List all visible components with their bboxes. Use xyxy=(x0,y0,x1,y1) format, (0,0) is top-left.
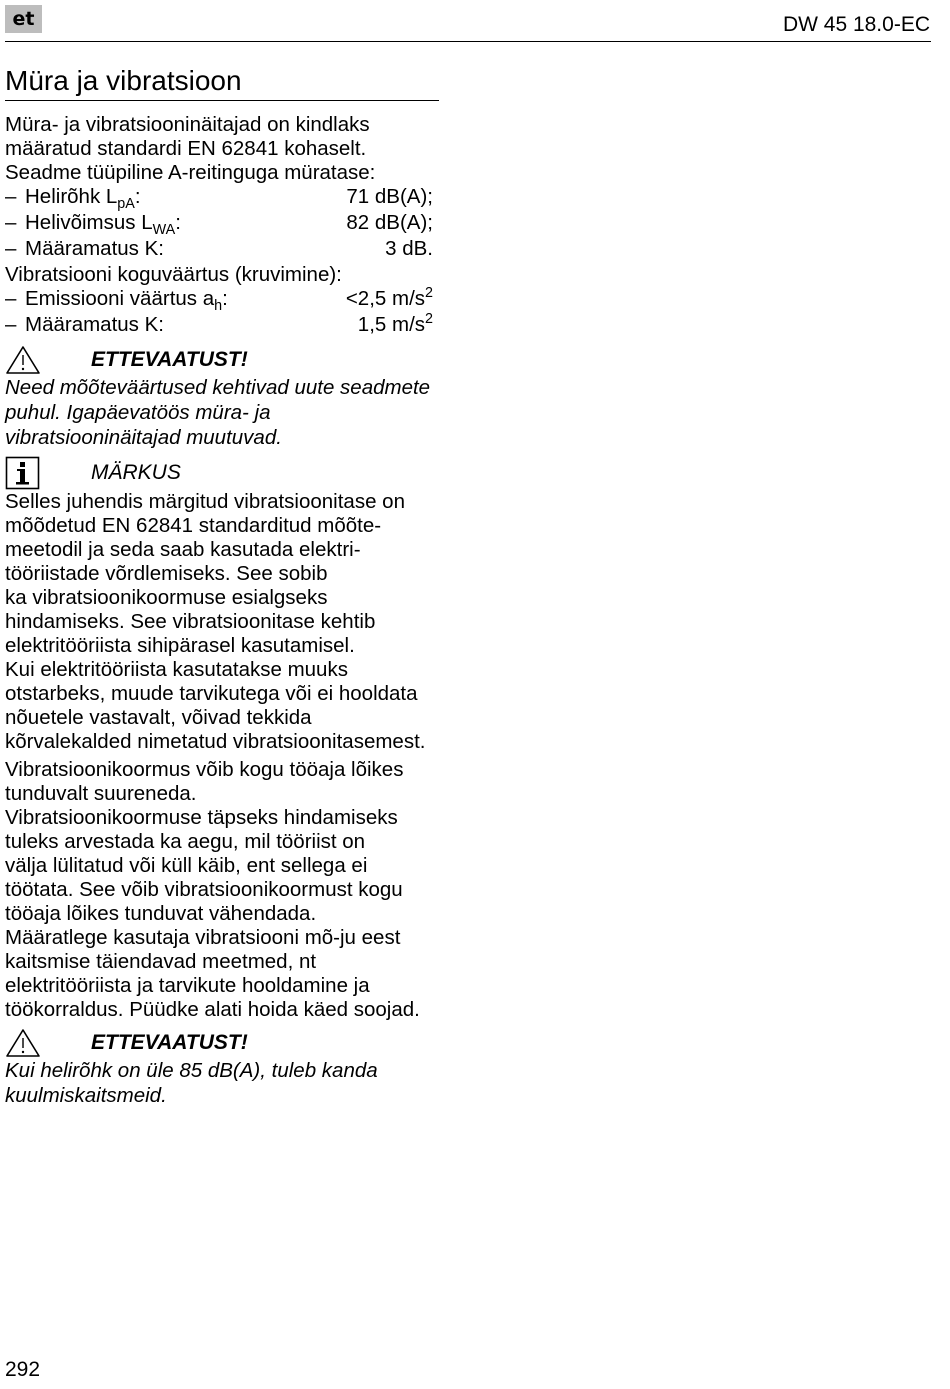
note-line: kõrvalekalded nimetatud vibratsioonitasemest. xyxy=(5,730,426,753)
paragraph-line: elektritööriista ja tarvikute hooldamine ja xyxy=(5,974,370,997)
paragraph-line: tuleks arvestada ka aegu, mil tööriist on xyxy=(5,830,366,853)
caution-text: Need mõõteväärtused kehtivad uute seadmete puhul. Igapäevatöös müra- ja vibratsiooninäitajad muutuvad. xyxy=(5,376,431,449)
note-line: Kui elektritööriista kasutatakse muuks xyxy=(5,658,348,681)
spec-value: 3 dB. xyxy=(385,237,433,260)
spec-row-sound-power xyxy=(5,211,439,237)
paragraph-line: töökorraldus. Püüdke alati hoida käed soojad. xyxy=(5,998,420,1021)
note-line: mõõdetud EN 62841 standarditud mõõte- xyxy=(5,514,382,537)
paragraph-assessment xyxy=(5,806,439,1022)
paragraph-line: Määratlege kasutaja vibratsiooni mõ-ju eest xyxy=(5,926,401,949)
caution-line: kuulmiskaitsmeid. xyxy=(5,1084,167,1107)
spec-label: Helivõimsus $L_{WA}$: xyxy=(25,211,181,239)
paragraph-line: tunduvalt suureneda. xyxy=(5,782,197,805)
list-dash: – xyxy=(5,313,17,336)
spec-label: Emissiooni väärtus $a_h$: xyxy=(25,287,228,315)
paragraph-line: Vibratsioonikoormuse täpseks hindamiseks xyxy=(5,806,398,829)
main-content xyxy=(5,64,439,1108)
spec-row-sound-pressure xyxy=(5,185,439,211)
note-line: Selles juhendis märgitud vibratsioonitase on xyxy=(5,490,405,513)
spec-label: Määramatus K: xyxy=(25,313,164,336)
note-line: nõuetele vastavalt, võivad tekkida xyxy=(5,706,312,729)
spec-value: 1,5 $m/s^2$ xyxy=(357,311,433,336)
noise-heading: Seadme tüüpiline A-reitinguga müratase: xyxy=(5,161,376,184)
note-line: tööriistade võrdlemiseks. See sobib xyxy=(5,562,328,585)
list-dash: – xyxy=(5,211,17,234)
spec-value: <2,5 $m/s^2$ xyxy=(345,285,433,310)
spec-value: 71 dB(A); xyxy=(346,185,433,208)
warning-triangle-icon xyxy=(5,1028,41,1058)
caution-title: ETTEVAATUST! xyxy=(91,1031,248,1054)
spec-label: Määramatus K: xyxy=(25,237,164,260)
list-dash: – xyxy=(5,237,17,260)
note-line: otstarbeks, muude tarvikutega või ei hooldata xyxy=(5,682,418,705)
language-badge: et xyxy=(5,5,42,33)
paragraph-line: välja lülitatud või küll käib, ent sellega ei xyxy=(5,854,368,877)
warning-triangle-icon xyxy=(5,345,41,375)
caution-header-hearing xyxy=(5,1028,439,1058)
caution-header xyxy=(5,345,439,375)
spec-row-vibration-uncertainty xyxy=(5,313,439,339)
vibration-spec-list xyxy=(5,287,439,339)
spec-row-emission xyxy=(5,287,439,313)
paragraph-line: kaitsmise täiendavad meetmed, nt xyxy=(5,950,317,973)
note-title: MÄRKUS xyxy=(91,461,181,484)
spec-label: Helirõhk $L_{pA}$: xyxy=(25,185,141,213)
vibration-heading: Vibratsiooni koguväärtus (kruvimine): xyxy=(5,263,342,286)
info-icon xyxy=(5,456,41,490)
section-title: Müra ja vibratsioon xyxy=(5,64,439,101)
caution-line: Kui helirõhk on üle 85 dB(A), tuleb kanda xyxy=(5,1059,378,1082)
note-header xyxy=(5,456,439,490)
paragraph-vibration-load xyxy=(5,758,439,806)
note-line: meetodil ja seda saab kasutada elektri- xyxy=(5,538,361,561)
caution-title: ETTEVAATUST! xyxy=(91,348,248,371)
paragraph-line: tööaja lõikes tunduvat vähendada. xyxy=(5,902,317,925)
spec-row-uncertainty xyxy=(5,237,439,263)
intro-paragraph: Müra- ja vibratsiooninäitajad on kindlaks määratud standardi EN 62841 kohaselt. xyxy=(5,113,370,160)
paragraph-line: töötata. See võib vibratsioonikoormust kogu xyxy=(5,878,403,901)
paragraph-line: Vibratsioonikoormus võib kogu tööaja lõikes xyxy=(5,758,404,781)
note-line: hindamiseks. See vibratsioonitase kehtib xyxy=(5,610,376,633)
list-dash: – xyxy=(5,287,17,310)
note-line: ka vibratsioonikoormuse esialgseks xyxy=(5,586,328,609)
list-dash: – xyxy=(5,185,17,208)
note-body xyxy=(5,490,439,754)
note-line: elektritööriista sihipärasel kasutamisel. xyxy=(5,634,355,657)
spec-value: 82 dB(A); xyxy=(346,211,433,234)
page-number: 292 xyxy=(5,1358,41,1381)
document-id: DW 45 18.0-EC xyxy=(782,13,930,36)
header-divider xyxy=(5,41,931,42)
noise-spec-list xyxy=(5,185,439,263)
